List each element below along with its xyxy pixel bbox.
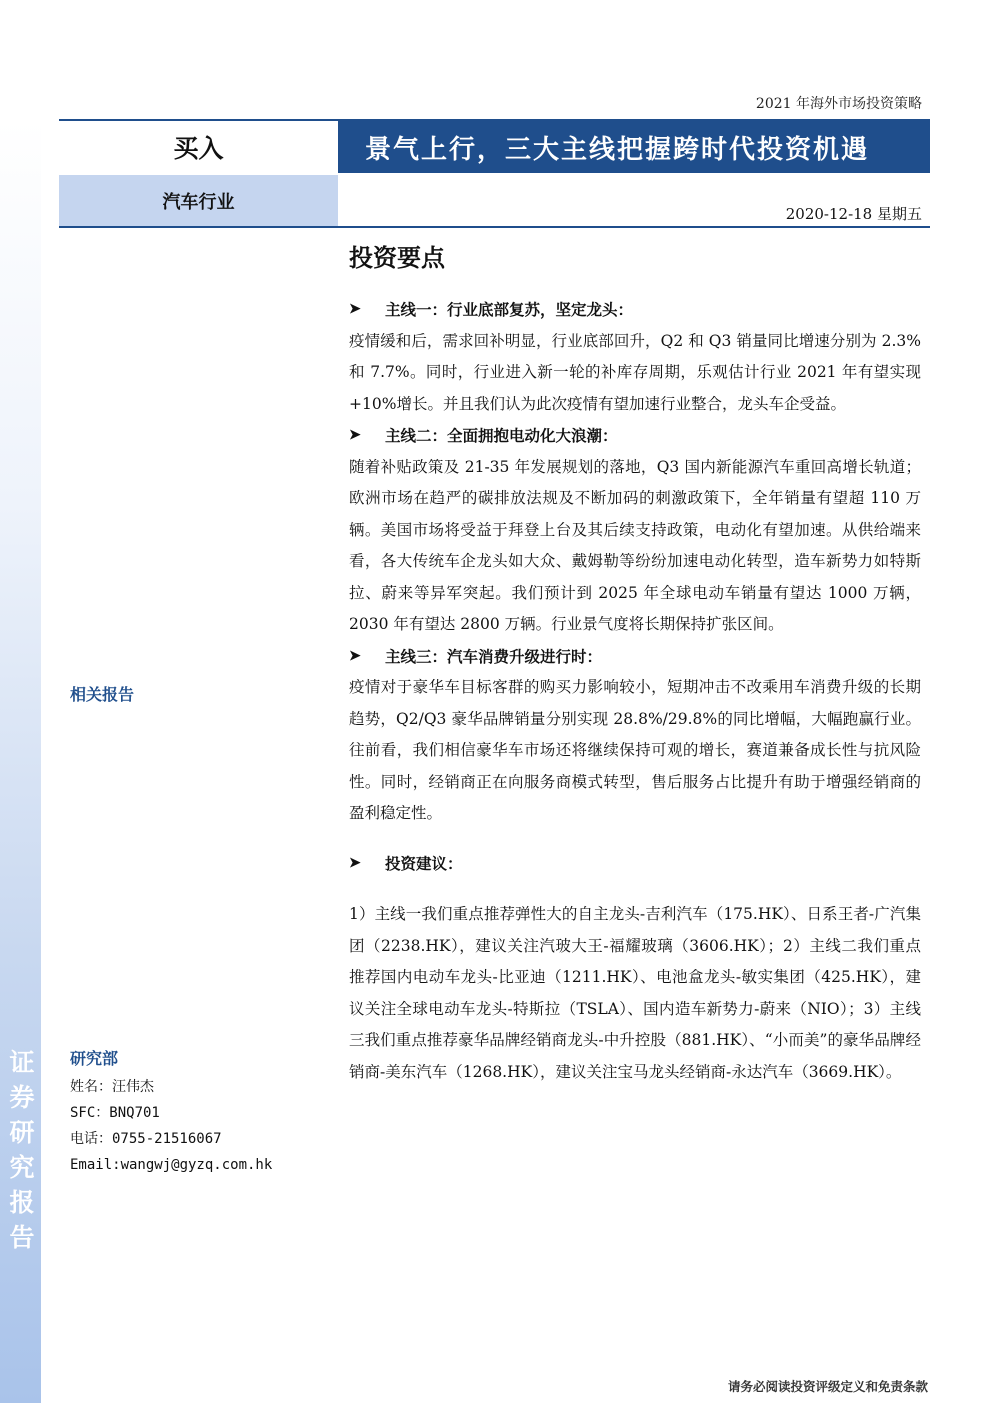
- rating-badge: 买入: [59, 121, 338, 173]
- recommendation-body: 1）主线一我们重点推荐弹性大的自主龙头-吉利汽车（175.HK）、日系王者-广汽集团（2238.HK），建议关注汽玻大王-福耀玻璃（3606.HK）；2）主线二我们重点推荐国内电动车龙头-比亚迪（1211.HK）、电池盒龙头-敏实集团（425.HK），建议关注全球电动车龙头-特斯拉（TSLA）、国内造车新势力-蔚来（NIO）；3）主线三我们重点推荐豪华品牌经销商龙头-中升控股（881.HK）、“小而美”的豪华品牌经销商-美东汽车（1268.HK），建议关注宝马龙头经销商-永达汽车（3669.HK）。: [349, 905, 921, 1081]
- related-reports-label: 相关报告: [70, 685, 135, 704]
- arrow-bullet-icon: ➤: [349, 647, 361, 664]
- point-heading-text: 主线一：行业底部复苏，坚定龙头：: [385, 300, 634, 319]
- recommendation-heading-text: 投资建议：: [385, 853, 463, 873]
- investment-points: [349, 294, 921, 1088]
- recommendation-heading: [349, 848, 921, 880]
- industry-label: 汽车行业: [59, 175, 338, 227]
- vertical-char: 研: [9, 1118, 35, 1147]
- analyst-info: [70, 1074, 272, 1178]
- point-heading: [349, 420, 921, 452]
- spacer: [349, 830, 921, 848]
- analyst-email[interactable]: Email:wangwj@gyzq.com.hk: [70, 1157, 273, 1173]
- arrow-bullet-icon: ➤: [349, 854, 361, 871]
- analyst-sfc: SFC：BNQ701: [70, 1105, 160, 1121]
- point-heading: [349, 641, 921, 673]
- report-title: 景气上行，三大主线把握跨时代投资机遇: [338, 121, 930, 173]
- header-bottom-rule: [59, 226, 930, 228]
- report-date: 2020-12-18 星期五: [785, 205, 922, 223]
- vertical-char: 究: [9, 1153, 35, 1182]
- research-dept-label: 研究部: [70, 1049, 119, 1068]
- arrow-bullet-icon: ➤: [349, 427, 361, 443]
- disclaimer-footer: 请务必阅读投资评级定义和免责条款: [727, 1379, 928, 1394]
- point-body: 疫情对于豪华车目标客群的购买力影响较小，短期冲击不改乘用车消费升级的长期趋势，Q2/Q3 豪华品牌销量分别实现 28.8%/29.8%的同比增幅，大幅跑赢行业。往前看，我们相信豪华车市场还将继续保持可观的增长，赛道兼备成长性与抗风险性。同时，经销商正在向服务商模式转型，售后服务占比提升有助于增强经销商的盈利稳定性。: [349, 678, 921, 822]
- vertical-char: 证: [9, 1048, 35, 1077]
- point-heading-text: 主线三：汽车消费升级进行时：: [385, 646, 603, 666]
- arrow-bullet-icon: ➤: [349, 301, 361, 317]
- vertical-report-label: [2, 1045, 42, 1255]
- vertical-char: 券: [9, 1083, 35, 1112]
- analyst-name: 姓名：汪伟杰: [70, 1079, 154, 1095]
- vertical-char: 报: [9, 1188, 35, 1217]
- section-title: 投资要点: [349, 243, 445, 272]
- analyst-phone: 电话：0755-21516067: [70, 1131, 222, 1147]
- vertical-char: 告: [9, 1223, 35, 1252]
- point-body: 随着补贴政策及 21-35 年发展规划的落地，Q3 国内新能源汽车重回高增长轨道；欧洲市场在趋严的碳排放法规及不断加码的刺激政策下，全年销量有望超 110 万辆。美国市场将受益于拜登上台及其后续支持政策，电动化有望加速。从供给端来看，各大传统车企龙头如大众、戴姆勒等纷纷加速电动化转型，造车新势力如特斯拉、蔚来等异军突起。我们预计到 2025 年全球电动车销量有望达 1000 万辆，2030 年有望达 2800 万辆。行业景气度将长期保持扩张区间。: [349, 457, 921, 633]
- running-header: 2021 年海外市场投资策略: [755, 96, 922, 112]
- point-heading: [349, 294, 921, 326]
- point-heading-text: 主线二：全面拥抱电动化大浪潮：: [385, 426, 618, 445]
- spacer: [349, 879, 921, 899]
- point-body: 疫情缓和后，需求回补明显，行业底部回升，Q2 和 Q3 销量同比增速分别为 2.3%和 7.7%。同时，行业进入新一轮的补库存周期，乐观估计行业 2021 年有望实现+10%增长。并且我们认为此次疫情有望加速行业整合，龙头车企受益。: [349, 331, 921, 413]
